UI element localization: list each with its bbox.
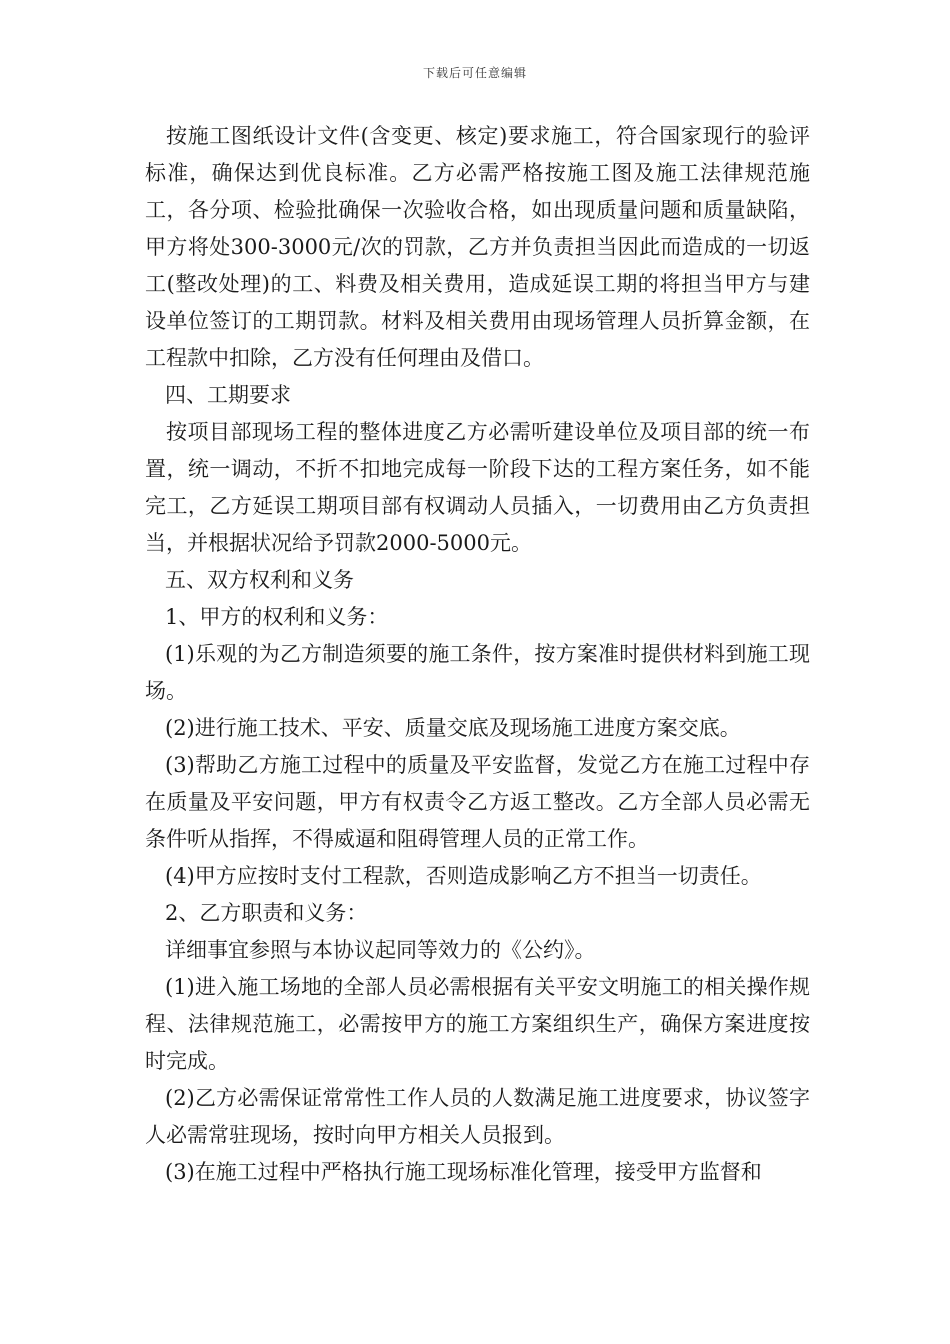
page-header: 下载后可任意编辑 [422, 66, 527, 80]
list-item: (4)甲方应按时支付工程款，否则造成影响乙方不担当一切责任。 [165, 864, 762, 888]
paragraph-quality: 按施工图纸设计文件(含变更、核定)要求施工，符合国家现行的验评标准，确保达到优良标准。乙方必需严格按施工图及施工法律规范施工，各分项、检验批确保一次验收合格，如出现质量问题和质量缺陷，甲方将处300-3000元/次的罚款，乙方并负责担当因此而造成的一切返工(整改处理)的工、料费及相关费用，造成延误工期的将担当甲方与建设单位签订的工期罚款。材料及相关费用由现场管理人员折算金额，在工程款中扣除，乙方没有任何理由及借口。 [145, 124, 810, 370]
heading-schedule: 四、工期要求 [165, 383, 291, 407]
list-item: (2)乙方必需保证常常性工作人员的人数满足施工进度要求，协议签字人必需常驻现场，按时向甲方相关人员报到。 [145, 1086, 810, 1147]
paragraph-reference: 详细事宜参照与本协议起同等效力的《公约》。 [165, 938, 596, 962]
document-body [145, 118, 810, 1191]
list-item: (1)进入施工场地的全部人员必需根据有关平安文明施工的相关操作规程、法律规范施工，必需按甲方的施工方案组织生产，确保方案进度按时完成。 [145, 975, 810, 1073]
heading-party-b: 2、乙方职责和义务： [165, 901, 368, 925]
list-item: (1)乐观的为乙方制造须要的施工条件，按方案准时提供材料到施工现场。 [145, 642, 810, 703]
paragraph-schedule: 按项目部现场工程的整体进度乙方必需听建设单位及项目部的统一布置，统一调动，不折不扣地完成每一阶段下达的工程方案任务，如不能完工，乙方延误工期项目部有权调动人员插入，一切费用由乙方负责担当，并根据状况给予罚款2000-5000元。 [145, 420, 810, 555]
list-item: (2)进行施工技术、平安、质量交底及现场施工进度方案交底。 [165, 716, 741, 740]
heading-party-a: 1、甲方的权利和义务： [165, 605, 389, 629]
heading-rights: 五、双方权利和义务 [165, 568, 354, 592]
list-item: (3)在施工过程中严格执行施工现场标准化管理，接受甲方监督和 [165, 1160, 762, 1184]
list-item: (3)帮助乙方施工过程中的质量及平安监督，发觉乙方在施工过程中存在质量及平安问题，甲方有权责令乙方返工整改。乙方全部人员必需无条件听从指挥，不得威逼和阻碍管理人员的正常工作。 [145, 753, 810, 851]
